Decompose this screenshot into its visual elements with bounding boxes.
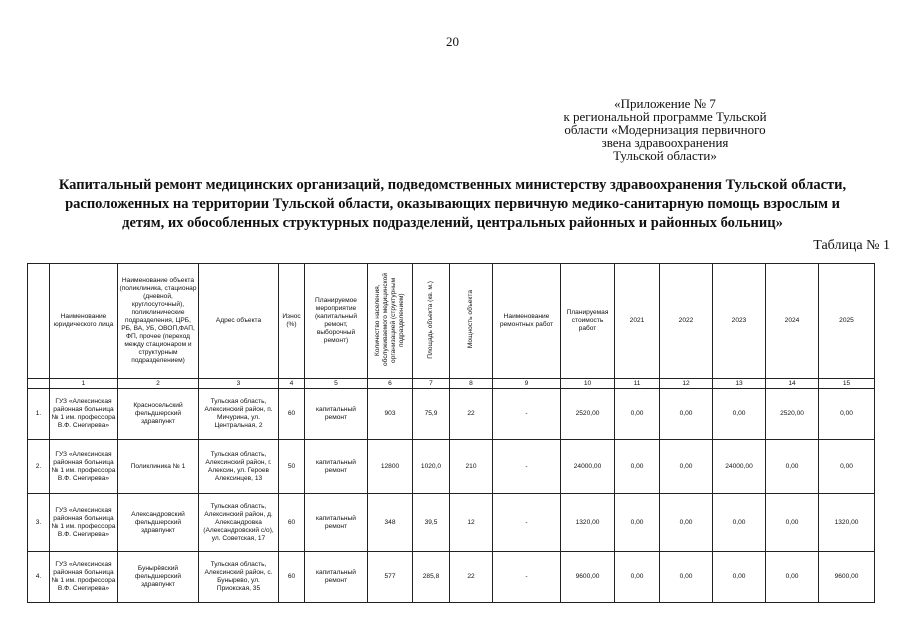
table-cell: 1020,0 [413,440,450,494]
appendix-note [520,97,810,162]
table-cell: 903 [368,389,413,440]
table-cell: 22 [450,389,493,440]
table-cell: 0,00 [713,389,766,440]
column-index-cell: 7 [413,379,450,389]
table-cell: 210 [450,440,493,494]
table-cell: 0,00 [766,440,819,494]
column-index-cell: 10 [561,379,615,389]
table-cell: 60 [279,389,305,440]
table-cell: ГУЗ «Алексинская районная больница № 1 им. профессора В.Ф. Снегирева» [50,552,118,603]
table-cell: 39,5 [413,494,450,552]
column-header [28,264,50,379]
table-cell: 0,00 [660,389,713,440]
table-cell: 9600,00 [561,552,615,603]
table-cell: 0,00 [615,440,660,494]
table-cell: 3. [28,494,50,552]
column-header: Наименование юридического лица [50,264,118,379]
table-cell: Красносельский фельдшерский здравпункт [118,389,199,440]
column-header: 2023 [713,264,766,379]
table-cell: Тульская область, Алексинский район, с. Бунырево, ул. Приокская, 35 [199,552,279,603]
column-header [413,264,450,379]
table-cell: ГУЗ «Алексинская районная больница № 1 им. профессора В.Ф. Снегирева» [50,494,118,552]
table-cell: 4. [28,552,50,603]
column-index-cell: 9 [493,379,561,389]
table-cell: 0,00 [819,440,875,494]
column-index-cell: 15 [819,379,875,389]
table-cell: 0,00 [819,389,875,440]
table-cell: 60 [279,552,305,603]
appendix-line: звена здравоохранения [601,135,729,150]
table-cell: 577 [368,552,413,603]
appendix-line: Тульской области» [613,148,717,163]
table-cell: 75,9 [413,389,450,440]
table-header-row [28,264,875,379]
table-row [28,494,875,552]
table-cell: - [493,552,561,603]
table-cell: Тульская область, Алексинский район, г. Алексин, ул. Героев Алексинцев, 13 [199,440,279,494]
table-cell: 2. [28,440,50,494]
column-index-cell: 11 [615,379,660,389]
table-cell: Тульская область, Алексинский район, д. Александровка (Александровский с/о), ул. Советская, 17 [199,494,279,552]
table-cell: 22 [450,552,493,603]
table-cell: 0,00 [615,494,660,552]
column-header-text: Площадь объекта (кв. м.) [427,280,434,359]
column-header: 2021 [615,264,660,379]
column-header [368,264,413,379]
table-cell: 60 [279,494,305,552]
table-cell: 24000,00 [561,440,615,494]
title-line: Капитальный ремонт медицинских организаций, подведомственных министерству здравоохранения Тульской области, [58,177,847,193]
table-cell: 1320,00 [819,494,875,552]
table-cell: - [493,494,561,552]
table-cell: капитальный ремонт [305,389,368,440]
table-cell: 285,8 [413,552,450,603]
table-cell: Бунырёвский фельдшерский здравпункт [118,552,199,603]
column-header: Планируемое мероприятие (капитальный ремонт, выборочный ремонт) [305,264,368,379]
column-header: 2024 [766,264,819,379]
table-cell: - [493,389,561,440]
column-header: Наименование ремонтных работ [493,264,561,379]
table-cell: капитальный ремонт [305,440,368,494]
table-row [28,440,875,494]
table-cell: 0,00 [660,552,713,603]
table-cell: 348 [368,494,413,552]
column-header: Адрес объекта [199,264,279,379]
column-index-cell: 2 [118,379,199,389]
table-cell: ГУЗ «Алексинская районная больница № 1 им. профессора В.Ф. Снегирева» [50,440,118,494]
column-header-text: Мощность объекта [467,290,474,349]
table-cell: - [493,440,561,494]
table-cell: 0,00 [615,552,660,603]
column-header [450,264,493,379]
appendix-line: «Приложение № 7 [614,96,716,111]
appendix-line: области «Модернизация первичного [564,122,766,137]
table-row [28,552,875,603]
column-index-cell: 8 [450,379,493,389]
document-title [20,176,885,233]
column-index-cell: 12 [660,379,713,389]
column-index-cell: 1 [50,379,118,389]
column-index-cell [28,379,50,389]
column-header-text: Количество населения, обслуживаемого медицинской организацией (структурным подразделением) [374,273,405,366]
column-header: Планируемая стоимость работ [561,264,615,379]
table-cell: Тульская область, Алексинский район, п. Мичурина, ул. Центральная, 2 [199,389,279,440]
column-header: 2022 [660,264,713,379]
table-cell: 2520,00 [766,389,819,440]
table-cell: 1. [28,389,50,440]
table-row [28,389,875,440]
title-line: детям, их обособленных структурных подразделений, центральных районных и районных больниц» [122,215,783,231]
table-cell: 1320,00 [561,494,615,552]
table-cell: 0,00 [713,552,766,603]
table-cell: 9600,00 [819,552,875,603]
table-cell: 24000,00 [713,440,766,494]
table-cell: 0,00 [766,494,819,552]
table-cell: 12800 [368,440,413,494]
column-index-cell: 14 [766,379,819,389]
table-cell: 2520,00 [561,389,615,440]
table-label: Таблица № 1 [813,238,890,253]
repair-table [27,263,875,603]
column-index-cell: 13 [713,379,766,389]
title-line: расположенных на территории Тульской области, оказывающих первичную медико-санитарную помощь взрослым и [65,196,840,212]
table-cell: 0,00 [766,552,819,603]
column-header: 2025 [819,264,875,379]
column-header: Износ (%) [279,264,305,379]
table-cell: 0,00 [713,494,766,552]
table-cell: капитальный ремонт [305,552,368,603]
table-cell: капитальный ремонт [305,494,368,552]
table-cell: Александровский фельдшерский здравпункт [118,494,199,552]
table-cell: Поликлиника № 1 [118,440,199,494]
table-cell: 0,00 [660,440,713,494]
table-cell: 0,00 [615,389,660,440]
appendix-line: к региональной программе Тульской [563,109,767,124]
page-number: 20 [446,34,459,49]
column-index-cell: 6 [368,379,413,389]
column-index-row [28,379,875,389]
table-cell: ГУЗ «Алексинская районная больница № 1 им. профессора В.Ф. Снегирева» [50,389,118,440]
column-index-cell: 5 [305,379,368,389]
table-cell: 12 [450,494,493,552]
column-header: Наименование объекта (поликлиника, стационар (дневной, круглосуточный), поликлинические подразделения, ЦРБ, РБ, ВА, УБ, ОВОП,ФАП, ФП, прочее (переход между стационаром и структурным подразделением) [118,264,199,379]
column-index-cell: 4 [279,379,305,389]
table-cell: 0,00 [660,494,713,552]
table-cell: 50 [279,440,305,494]
column-index-cell: 3 [199,379,279,389]
